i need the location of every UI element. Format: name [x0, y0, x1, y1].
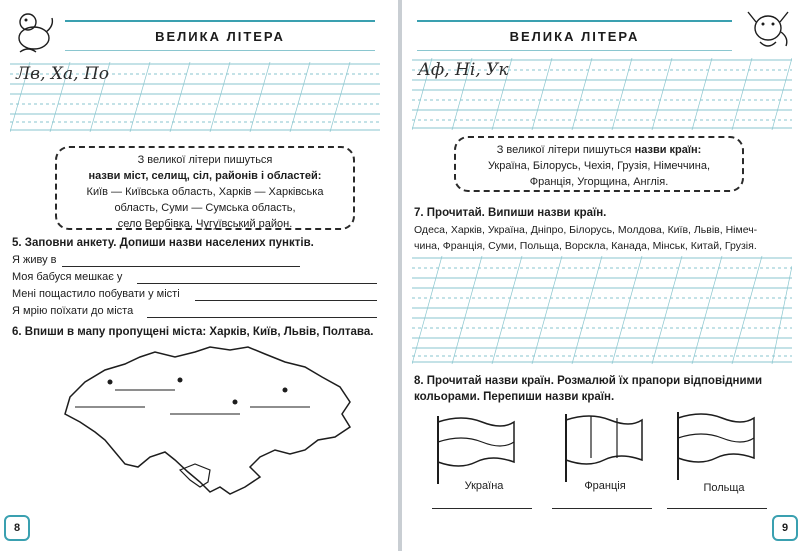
task-7-instruction	[414, 205, 606, 221]
ukraine-map	[50, 342, 360, 507]
answer-line-2[interactable]	[137, 283, 377, 284]
flag-label-france: Франція	[584, 480, 626, 492]
task-8-text: кольорами. Перепиши назви країн.	[414, 391, 615, 403]
flag-label-ukraine: Україна	[464, 480, 504, 492]
left-page	[0, 0, 398, 551]
task-6-text: 6. Впиши в мапу пропущені міста: Харків, Київ, Львів, Полтава.	[12, 326, 374, 338]
flag-france-outline[interactable]	[560, 410, 645, 485]
rule-line: З великої літери пишуться	[496, 144, 632, 156]
page-title: ВЕЛИКА ЛІТЕРА	[417, 20, 732, 51]
field-label-3: Мені пощастило побувати у місті	[12, 288, 180, 300]
task-7-text: 7. Прочитай. Випиши назви країн.	[414, 207, 607, 219]
field-label-4: Я мрію поїхати до міста	[12, 305, 134, 317]
cursive-sample: Лв, Ха, По	[16, 64, 109, 84]
rule-box	[55, 146, 355, 230]
rule-line: село Вербівка, Чугуївський район.	[117, 218, 293, 230]
right-page	[402, 0, 800, 551]
cursive-sample: Аф, Ні, Ук	[418, 60, 509, 80]
rule-line: Київ — Київська область, Харків — Харківська	[86, 186, 324, 198]
answer-line-3[interactable]	[195, 300, 377, 301]
page-number: 9	[772, 515, 798, 541]
answer-line-4[interactable]	[147, 317, 377, 318]
task-8-text: 8. Прочитай назви країн. Розмалюй їх прапори відповідними	[414, 375, 763, 387]
rule-line: Україна, Білорусь, Чехія, Грузія, Німеччина,	[487, 160, 711, 172]
dragon-mascot-icon	[742, 2, 792, 52]
page-number: 8	[4, 515, 30, 541]
rule-line: Франція, Угорщина, Англія.	[529, 176, 669, 188]
field-label-2: Моя бабуся мешкає у	[12, 271, 123, 283]
rule-bold-line: назви міст, селищ, сіл, районів і областей:	[88, 170, 322, 182]
dragon-mascot-icon	[8, 6, 58, 56]
task-5-instruction	[12, 235, 314, 251]
flag-ukraine-outline[interactable]	[432, 412, 517, 487]
task-7-body-line: Одеса, Харків, Україна, Дніпро, Білорусь, Молдова, Київ, Львів, Німеч-	[414, 224, 758, 236]
page-title: ВЕЛИКА ЛІТЕРА	[65, 20, 375, 51]
task-7-body-line: чина, Франція, Суми, Польща, Ворскла, Канада, Мінськ, Китай, Грузія.	[414, 240, 757, 252]
task-8-instruction	[414, 373, 762, 405]
rule-line: З великої літери пишуться	[137, 154, 273, 166]
rule-box	[454, 136, 744, 192]
answer-line-1[interactable]	[62, 266, 300, 267]
answer-line-poland[interactable]	[667, 508, 767, 509]
answer-line-ukraine[interactable]	[432, 508, 532, 509]
rule-bold-line: назви країн:	[634, 144, 702, 156]
flag-label-poland: Польща	[703, 482, 745, 494]
writing-lines[interactable]	[412, 256, 792, 364]
field-label-1: Я живу в	[12, 254, 57, 266]
task-7-body	[414, 222, 757, 254]
answer-line-france[interactable]	[552, 508, 652, 509]
flag-poland-outline[interactable]	[672, 408, 757, 483]
rule-line: область, Суми — Сумська область,	[114, 202, 296, 214]
task-6-instruction	[12, 324, 373, 340]
task-5-text: 5. Заповни анкету. Допиши назви населених пунктів.	[12, 237, 314, 249]
